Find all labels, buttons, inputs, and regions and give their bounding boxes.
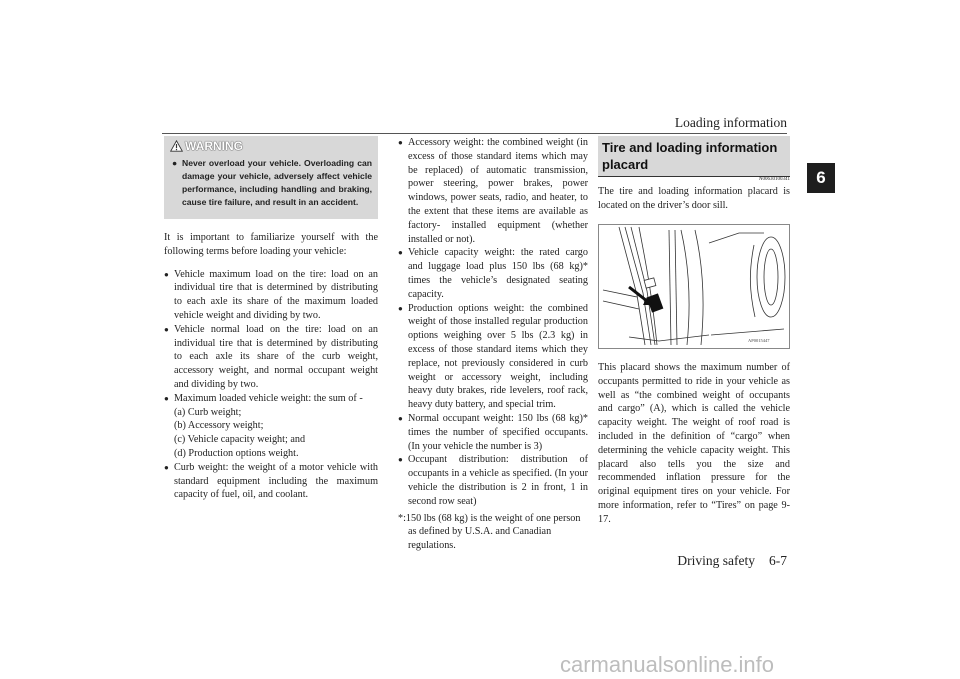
intro-paragraph: It is important to familiarize yourself with the following terms before loading your vehicle: xyxy=(164,232,378,257)
warning-text: Never overload your vehicle. Overloading can damage your vehicle, adversely affect vehicle performance, including handling and braking, cause tire failure, and result in an accident. xyxy=(182,158,372,207)
placard-location-paragraph: The tire and loading information placard is located on the driver’s door sill. xyxy=(598,186,790,211)
bullet-icon: ● xyxy=(172,158,178,168)
section-heading: Tire and loading information placard xyxy=(602,140,778,172)
list-item: ● Vehicle maximum load on the tire: load on an individual tire that is determined by distributing to each axle its share of the maximum loaded vehicle weight and dividing by two. xyxy=(164,268,378,323)
page-number: 6-7 xyxy=(769,553,787,568)
placard-description-paragraph: This placard shows the maximum number of occupants permitted to ride in your vehicle as well as “the combined weight of occupants and cargo” (A), which is called the vehicle capacity weight. The weight of roof road is included in the definition of “cargo” when determining the vehicle capacity weight. This placard also tells you the size and recommended inflation pressure for the original equipment tires on your vehicle. For more information, refer to “Tires” on page 9-17. xyxy=(598,362,790,525)
column-3 xyxy=(598,185,790,222)
column-1 xyxy=(164,231,378,502)
list-item: ● Accessory weight: the combined weight (in excess of those standard items which may be replaced) of automatic transmission, power steering, power brakes, power windows, power seats, radio, and heater, to the extent that these items are available as factory- installed equipment (whether installed or not). xyxy=(398,136,588,246)
figure-id: AP0015447 xyxy=(748,338,770,343)
door-sill-drawing-icon xyxy=(599,225,789,348)
chapter-tab: 6 xyxy=(807,163,835,193)
footnote: *:150 lbs (68 kg) is the weight of one person as defined by U.S.A. and Canadian regulations. xyxy=(398,512,581,552)
list-item: ● Curb weight: the weight of a motor vehicle with standard equipment including the maximum capacity of fuel, oil, and coolant. xyxy=(164,461,378,502)
column-2 xyxy=(398,136,588,563)
running-header-title: Loading information xyxy=(674,115,787,130)
list-item: ● Production options weight: the combined weight of those installed regular production options weighing over 5 lbs (2.3 kg) in excess of those standard items which they replace, not previously considered in curb weight or accessory weight, including heavy duty brakes, ride levelers, roof rack, heavy duty battery, and special trim. xyxy=(398,302,588,412)
warning-label xyxy=(170,139,243,153)
section-code: N00630100341 xyxy=(758,177,790,182)
footer-section: Driving safety xyxy=(677,553,755,568)
header-rule xyxy=(162,133,787,134)
list-item: ● Vehicle capacity weight: the rated cargo and luggage load plus 150 lbs (68 kg)* times the vehicle’s designated seating capacity. xyxy=(398,246,588,301)
section-heading-box xyxy=(598,136,790,176)
list-item: ● Vehicle normal load on the tire: load on an individual tire that is determined by distributing to each axle its share of the curb weight, accessory weight, and normal occupant weight and dividing by two. xyxy=(164,323,378,392)
list-item: ● Occupant distribution: distribution of occupants in a vehicle as specified. (In your vehicle the distribution is 2 in front, 1 in second row seat) xyxy=(398,453,588,508)
column-3-lower xyxy=(598,361,790,536)
warning-text-block xyxy=(172,157,372,209)
watermark: carmanualsonline.info xyxy=(560,652,775,677)
door-sill-placard-illustration xyxy=(598,224,790,349)
warning-box xyxy=(164,136,378,219)
warning-label-text: WARNING xyxy=(185,139,243,153)
running-footer xyxy=(677,553,787,569)
list-item: ● Normal occupant weight: 150 lbs (68 kg)* times the number of specified occupants. (In your vehicle the number is 3) xyxy=(398,412,588,453)
warning-triangle-icon xyxy=(170,140,183,152)
list-item: ● Maximum loaded vehicle weight: the sum of - (a) Curb weight; (b) Accessory weight; (c) Vehicle capacity weight; and (d) Production options weight. xyxy=(164,392,378,461)
